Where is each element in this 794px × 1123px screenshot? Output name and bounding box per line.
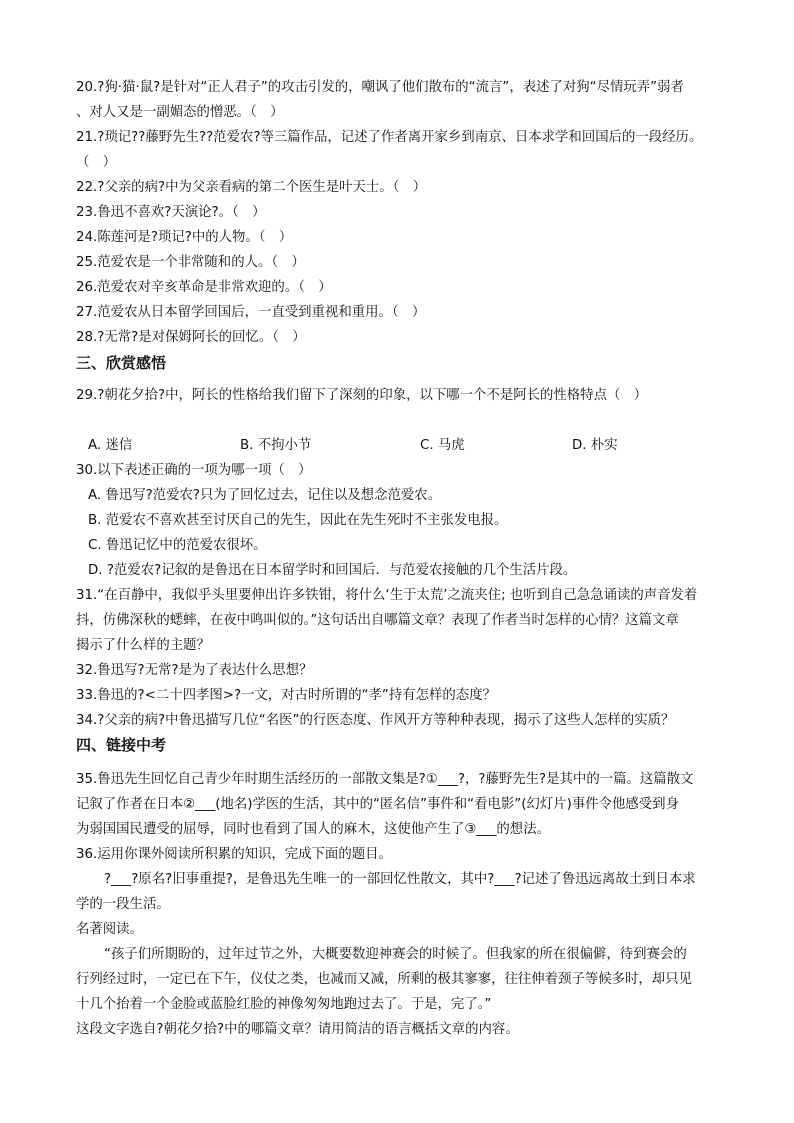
q30-option-b: B. 范爱农不喜欢甚至讨厌自己的先生，因此在先生死时不主张发电报。 (88, 513, 508, 528)
q29-option-b: B. 不拘小节 (240, 438, 312, 453)
question-20-line-1: 20.?狗·猫·鼠?是针对“正人君子”的攻击引发的，嘲讽了他们散布的“流言”，表述了对狗“尽情玩弄”弱者 (76, 80, 684, 95)
question-31-line-2: 抖，仿佛深秋的蟋蟀，在夜中鸣叫似的。”这句话出自哪篇文章？表现了作者当时怎样的心情？这篇文章 (76, 613, 679, 628)
question-36-line-1: ?___?原名?旧事重提?，是鲁迅先生唯一的一部回忆性散文，其中?___?记述了鲁迅远离故土到日本求 (104, 872, 696, 887)
q29-option-a: A. 迷信 (88, 438, 133, 453)
reading-question: 这段文字选自?朝花夕拾?中的哪篇文章？请用简洁的语言概括文章的内容。 (76, 1022, 519, 1037)
question-31-line-3: 揭示了什么样的主题？ (76, 638, 210, 653)
question-29: 29.?朝花夕拾?中，阿长的性格给我们留下了深刻的印象，以下哪一个不是阿长的性格特点（ ） (76, 388, 648, 403)
section-4-title: 四、链接中考 (76, 736, 167, 754)
question-35-line-3: 为弱国国民遭受的屈辱，同时也看到了国人的麻木，这使他产生了③___的想法。 (76, 822, 550, 837)
reading-quote-line-1: “孩子们所期盼的，过年过节之外，大概要数迎神赛会的时候了。但我家的所在很偏僻，待到赛会的 (104, 947, 687, 962)
q29-option-c: C. 马虎 (420, 438, 465, 453)
question-20-line-2: 、对人又是一副媚态的憎恶。（ ） (76, 105, 284, 120)
question-36: 36.运用你课外阅读所积累的知识，完成下面的题目。 (76, 847, 392, 862)
q29-option-d: D. 朴实 (572, 438, 618, 453)
question-35-line-1: 35.鲁迅先生回忆自己青少年时期生活经历的一部散文集是?①___?，?藤野先生?是其中的一篇。这篇散文 (76, 772, 694, 787)
q30-option-c: C. 鲁迅记忆中的范爱农很坏。 (88, 538, 267, 553)
question-25: 25.范爱农是一个非常随和的人。（ ） (76, 255, 305, 270)
question-24: 24.陈莲河是?琐记?中的人物。（ ） (76, 230, 293, 245)
question-21-line-2: （ ） (76, 155, 117, 170)
q30-option-a: A. 鲁迅写?范爱农?只为了回忆过去，记住以及想念范爱农。 (88, 488, 442, 503)
question-33: 33.鲁迅的?<二十四孝图>?一文，对古时所谓的“孝”持有怎样的态度？ (76, 688, 496, 703)
reading-quote-line-3: 十几个抬着一个金脸或蓝脸红脸的神像匆匆地跑过去了。于是，完了。” (76, 997, 492, 1012)
question-36-line-2: 学的一段生活。 (76, 897, 170, 912)
reading-quote-line-2: 行列经过时，一定已在下午，仪仗之类，也减而又减，所剩的极其寥寥，往往伸着颈子等候多时，却只见 (76, 972, 692, 987)
q30-option-d: D. ?范爱农?记叙的是鲁迅在日本留学时和回国后．与范爱农接触的几个生活片段。 (88, 563, 577, 578)
question-34: 34.?父亲的病?中鲁迅描写几位“名医”的行医态度、作风开方等种种表现，揭示了这些人怎样的实质？ (76, 713, 675, 728)
question-31-line-1: 31.“在百静中，我似乎头里要伸出许多铁钳，将什么‘生于太荒’之流夹住; 也听到自己急急诵读的声音发着 (76, 588, 698, 603)
question-26: 26.范爱农对辛亥革命是非常欢迎的。（ ） (76, 280, 332, 295)
question-28: 28.?无常?是对保姆阿长的回忆。（ ） (76, 330, 306, 345)
reading-label: 名著阅读。 (76, 922, 143, 937)
question-23: 23.鲁迅不喜欢?天演论?。（ ） (76, 205, 266, 220)
section-3-title: 三、欣赏感悟 (76, 354, 167, 372)
question-21-line-1: 21.?琐记??藤野先生??范爱农?等三篇作品，记述了作者离开家乡到南京、日本求学和回国后的一段经历。 (76, 130, 703, 145)
question-35-line-2: 记叙了作者在日本②___(地名)学医的生活，其中的“匿名信”事件和“看电影”(幻灯片)事件令他感受到身 (76, 797, 679, 812)
question-22: 22.?父亲的病?中为父亲看病的第二个医生是叶天士。（ ） (76, 180, 427, 195)
question-30: 30.以下表述正确的一项为哪一项（ ） (76, 463, 312, 478)
question-27: 27.范爱农从日本留学回国后，一直受到重视和重用。（ ） (76, 305, 426, 320)
question-32: 32.鲁迅写?无常?是为了表达什么思想？ (76, 663, 313, 678)
